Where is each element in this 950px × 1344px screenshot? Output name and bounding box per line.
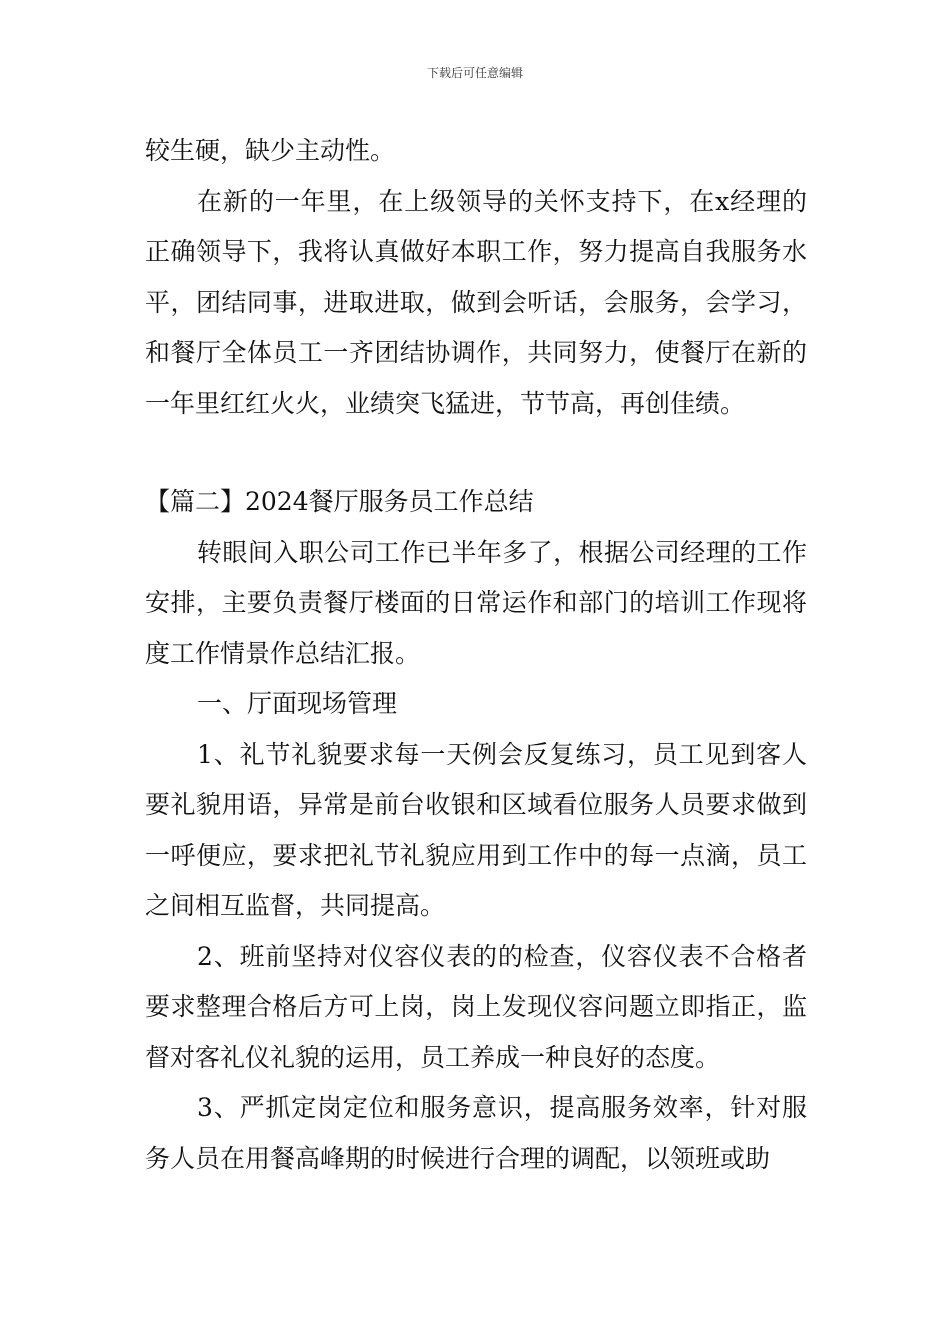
list-item-etiquette: 1、礼节礼貌要求每一天例会反复练习，员工见到客人要礼貌用语，异常是前台收银和区域看位服务人员要求做到一呼便应，要求把礼节礼貌应用到工作中的每一点滴，员工之间相互监督，共同提高。 [145, 739, 807, 920]
continuation-paragraph: 较生硬，缺少主动性。 [145, 136, 396, 165]
document-body [145, 126, 807, 1184]
part-two-intro: 转眼间入职公司工作已半年多了，根据公司经理的工作安排，主要负责餐厅楼面的日常运作和部门的培训工作现将度工作情景作总结汇报。 [145, 537, 807, 668]
new-year-paragraph: 在新的一年里，在上级领导的关怀支持下，在x经理的正确领导下，我将认真做好本职工作，努力提高自我服务水平，团结同事，进取进取，做到会听话，会服务，会学习，和餐厅全体员工一齐团结协调作，共同努力，使餐厅在新的一年里红红火火，业绩突飞猛进，节节高，再创佳绩。 [145, 186, 807, 418]
section-heading-floor-management: 一、厅面现场管理 [197, 689, 398, 718]
part-two-title: 【篇二】2024餐厅服务员工作总结 [145, 487, 534, 516]
page-header: 下载后可任意编辑 [426, 66, 523, 80]
list-item-service-efficiency: 3、严抓定岗定位和服务意识，提高服务效率，针对服务人员在用餐高峰期的时候进行合理的调配，以领班或助 [145, 1093, 807, 1173]
list-item-appearance-check: 2、班前坚持对仪容仪表的的检查，仪容仪表不合格者要求整理合格后方可上岗，岗上发现仪容问题立即指正，监督对客礼仪礼貌的运用，员工养成一种良好的态度。 [145, 941, 807, 1072]
section-gap [145, 429, 807, 477]
